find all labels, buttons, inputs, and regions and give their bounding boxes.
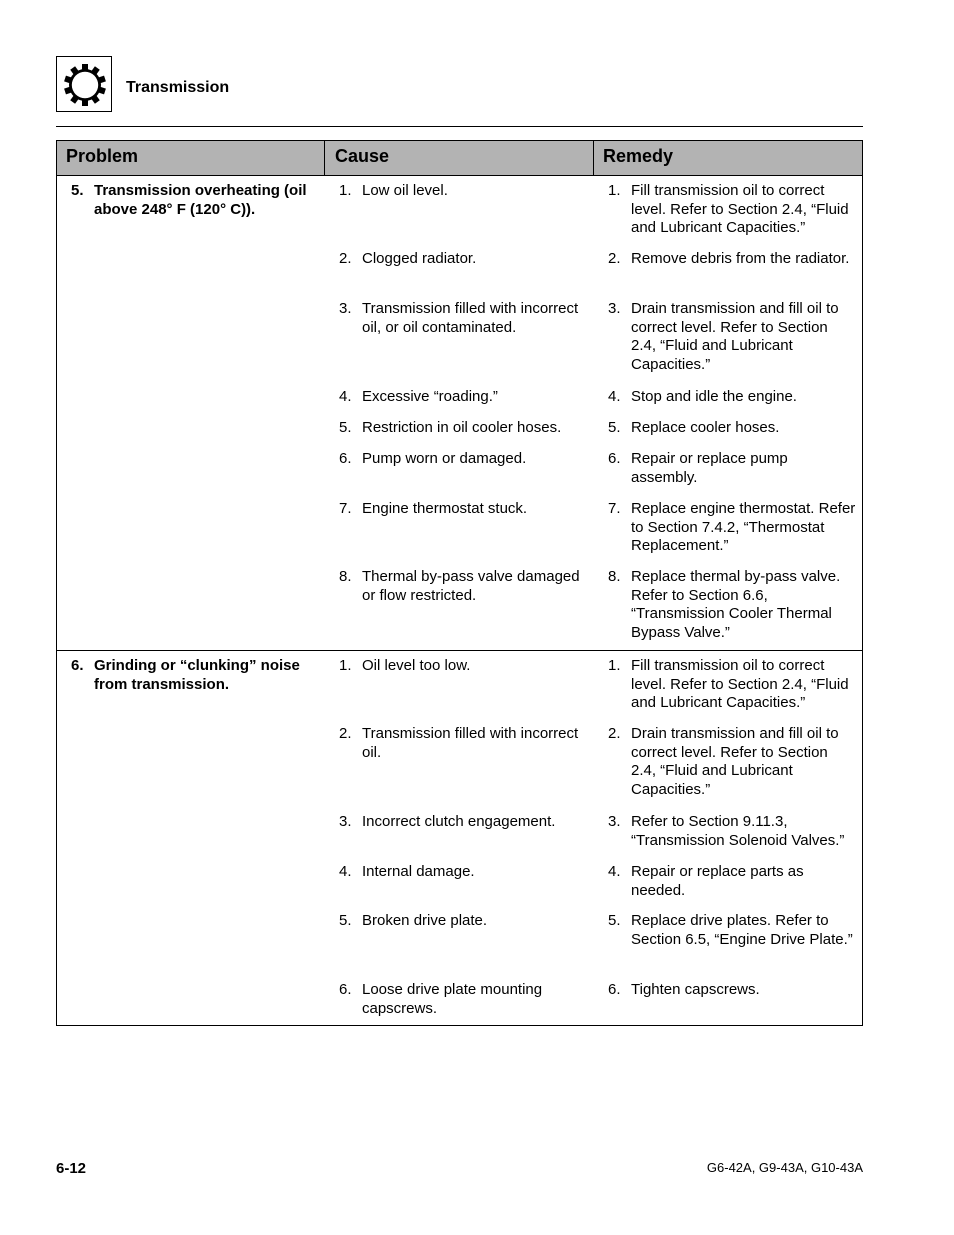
remedy-cell: [594, 725, 862, 800]
cause-text: Clogged radiator.: [362, 250, 477, 267]
cause-number: 5.: [339, 419, 352, 436]
table-row: [325, 500, 862, 556]
table-row: [325, 568, 862, 643]
cause-cell: [325, 500, 594, 556]
remedy-text: Repair or replace parts as needed.: [631, 863, 804, 899]
section-icon-box: [56, 56, 112, 112]
column-header-cause: Cause: [325, 141, 594, 175]
cause-number: 8.: [339, 568, 352, 585]
cause-text: Loose drive plate mounting capscrews.: [362, 981, 543, 1017]
problem-number: 5.: [71, 182, 84, 199]
page-number: 6-12: [56, 1160, 87, 1177]
column-header-problem: Problem: [57, 141, 325, 175]
remedy-text: Replace drive plates. Refer to Section 6.5, “Engine Drive Plate.”: [631, 912, 853, 948]
remedy-number: 7.: [608, 500, 621, 517]
problem-cell: [71, 182, 316, 219]
cause-text: Oil level too low.: [362, 657, 471, 674]
cause-number: 4.: [339, 863, 352, 880]
remedy-text: Refer to Section 9.11.3, “Transmission Solenoid Valves.”: [631, 813, 845, 849]
remedy-cell: [594, 981, 862, 1018]
table-row: [325, 981, 862, 1018]
section-title: Transmission: [126, 79, 230, 96]
remedy-number: 4.: [608, 388, 621, 405]
cause-cell: [325, 863, 594, 900]
cause-cell: [325, 419, 594, 438]
remedy-cell: [594, 813, 862, 850]
remedy-text: Repair or replace pump assembly.: [631, 450, 788, 486]
cause-number: 6.: [339, 981, 352, 998]
remedy-cell: [594, 388, 862, 407]
remedy-number: 5.: [608, 419, 621, 436]
remedy-number: 2.: [608, 725, 621, 742]
cause-cell: [325, 450, 594, 487]
cause-text: Engine thermostat stuck.: [362, 500, 528, 517]
problem-cell: [71, 657, 316, 694]
remedy-number: 3.: [608, 813, 621, 830]
table-row: [325, 419, 862, 438]
cause-cell: [325, 568, 594, 643]
header-divider: [56, 126, 863, 127]
remedy-cell: [594, 863, 862, 900]
cause-number: 1.: [339, 657, 352, 674]
remedy-cell: [594, 300, 862, 375]
remedy-number: 3.: [608, 300, 621, 317]
remedy-number: 6.: [608, 981, 621, 998]
cause-number: 6.: [339, 450, 352, 467]
table-row: [325, 912, 862, 949]
remedy-text: Replace engine thermostat. Refer to Section 7.4.2, “Thermostat Replacement.”: [631, 500, 856, 555]
remedy-text: Replace thermal by-pass valve. Refer to Section 6.6, “Transmission Cooler Thermal Bypass Valve.”: [631, 568, 841, 642]
problem-number: 6.: [71, 657, 84, 674]
table-row: [325, 388, 862, 407]
remedy-text: Fill transmission oil to correct level. Refer to Section 2.4, “Fluid and Lubricant Capacities.”: [631, 657, 849, 712]
remedy-text: Drain transmission and fill oil to correct level. Refer to Section 2.4, “Fluid and Lubricant Capacities.”: [631, 725, 839, 799]
cause-cell: [325, 657, 594, 713]
table-row: [325, 863, 862, 900]
cause-text: Pump worn or damaged.: [362, 450, 527, 467]
remedy-cell: [594, 657, 862, 713]
remedy-number: 5.: [608, 912, 621, 929]
remedy-cell: [594, 450, 862, 487]
remedy-text: Drain transmission and fill oil to correct level. Refer to Section 2.4, “Fluid and Lubricant Capacities.”: [631, 300, 839, 374]
cause-text: Excessive “roading.”: [362, 388, 498, 405]
problem-group: [57, 650, 862, 1025]
cause-number: 1.: [339, 182, 352, 199]
cause-cell: [325, 912, 594, 949]
troubleshooting-table: [56, 140, 863, 1026]
cause-cell: [325, 981, 594, 1018]
cause-number: 5.: [339, 912, 352, 929]
table-row: [325, 450, 862, 487]
remedy-number: 6.: [608, 450, 621, 467]
cause-text: Low oil level.: [362, 182, 448, 199]
remedy-number: 1.: [608, 182, 621, 199]
cause-number: 3.: [339, 300, 352, 317]
remedy-text: Replace cooler hoses.: [631, 419, 780, 436]
cause-cell: [325, 250, 594, 269]
cause-text: Internal damage.: [362, 863, 475, 880]
cause-number: 3.: [339, 813, 352, 830]
cause-cell: [325, 725, 594, 800]
cause-cell: [325, 813, 594, 850]
table-header: [57, 141, 862, 176]
cause-number: 4.: [339, 388, 352, 405]
model-numbers: G6-42A, G9-43A, G10-43A: [706, 1160, 863, 1175]
table-row: [325, 182, 862, 238]
cause-text: Transmission filled with incorrect oil.: [362, 725, 579, 761]
cause-text: Incorrect clutch engagement.: [362, 813, 556, 830]
cause-number: 2.: [339, 725, 352, 742]
problem-text: Transmission overheating (oil above 248° F (120° C)).: [94, 182, 307, 218]
cause-number: 7.: [339, 500, 352, 517]
table-row: [325, 300, 862, 375]
table-row: [325, 725, 862, 800]
cause-text: Restriction in oil cooler hoses.: [362, 419, 562, 436]
remedy-cell: [594, 912, 862, 949]
remedy-text: Fill transmission oil to correct level. Refer to Section 2.4, “Fluid and Lubricant Capacities.”: [631, 182, 849, 237]
problem-group: [57, 176, 862, 650]
remedy-cell: [594, 419, 862, 438]
remedy-text: Stop and idle the engine.: [631, 388, 797, 405]
remedy-text: Remove debris from the radiator.: [631, 250, 850, 267]
table-row: [325, 250, 862, 269]
remedy-number: 2.: [608, 250, 621, 267]
table-row: [325, 657, 862, 713]
gear-icon: [57, 57, 113, 113]
cause-cell: [325, 300, 594, 375]
table-row: [325, 813, 862, 850]
remedy-cell: [594, 500, 862, 556]
cause-text: Broken drive plate.: [362, 912, 488, 929]
remedy-number: 4.: [608, 863, 621, 880]
cause-text: Transmission filled with incorrect oil, or oil contaminated.: [362, 300, 579, 336]
cause-text: Thermal by-pass valve damaged or flow restricted.: [362, 568, 580, 604]
remedy-number: 8.: [608, 568, 621, 585]
remedy-cell: [594, 182, 862, 238]
problem-text: Grinding or “clunking” noise from transmission.: [94, 657, 300, 693]
column-header-remedy: Remedy: [603, 146, 674, 166]
cause-number: 2.: [339, 250, 352, 267]
remedy-cell: [594, 250, 862, 269]
remedy-number: 1.: [608, 657, 621, 674]
remedy-cell: [594, 568, 862, 643]
cause-cell: [325, 388, 594, 407]
cause-cell: [325, 182, 594, 238]
remedy-text: Tighten capscrews.: [631, 981, 760, 998]
